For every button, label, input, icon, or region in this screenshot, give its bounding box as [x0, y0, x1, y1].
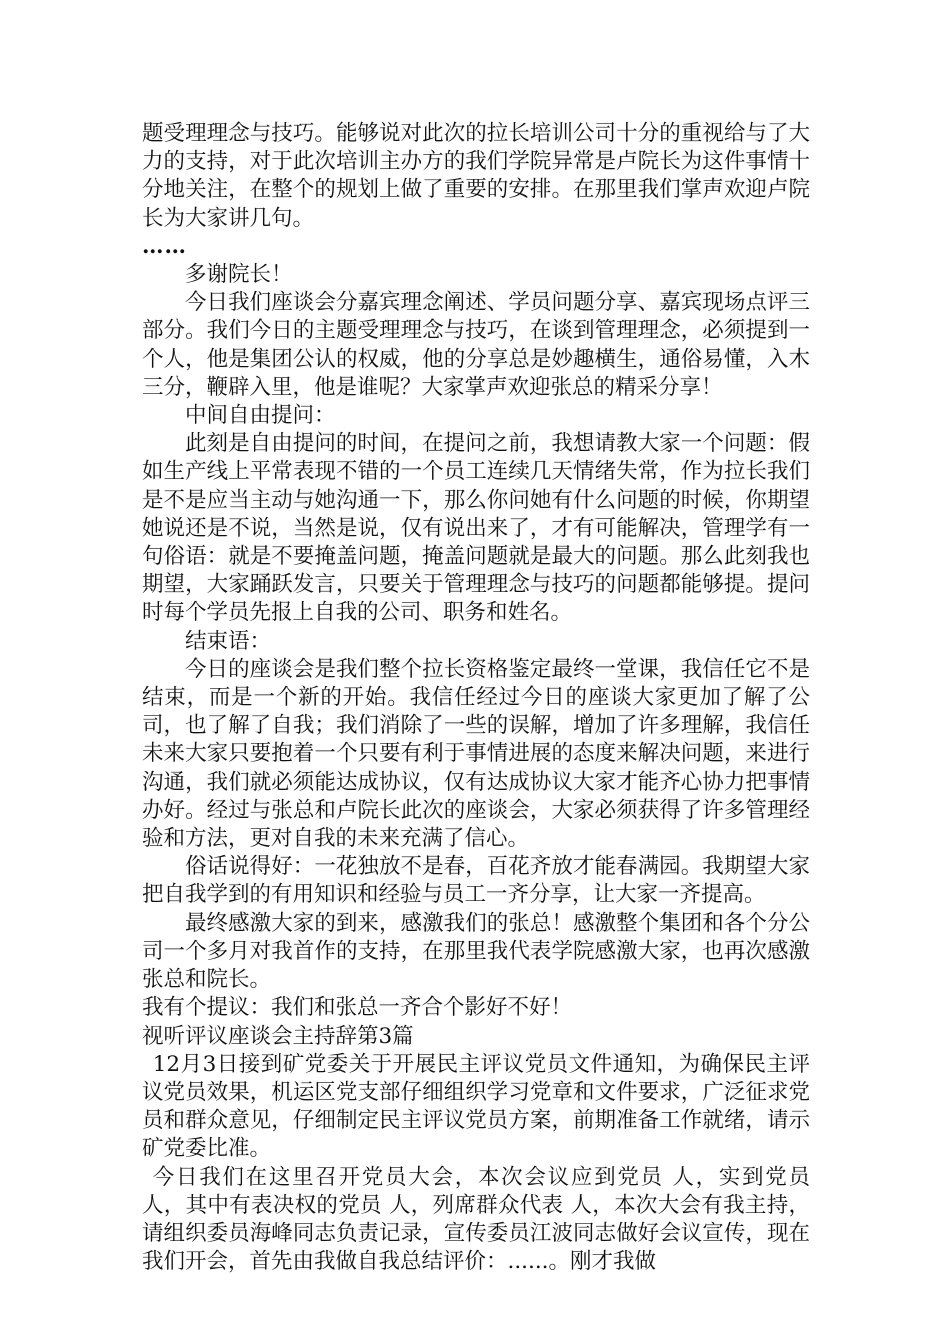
paragraph-forum-agenda: 今日我们座谈会分嘉宾理念阐述、学员问题分享、嘉宾现场点评三部分。我们今日的主题受理理念与技巧，在谈到管理理念，必须提到一个人，他是集团公认的权威，他的分享总是妙趣横生，通俗易懂，入木三分，鞭辟入里，他是谁呢？大家掌声欢迎张总的精采分享！	[142, 290, 810, 400]
paragraph-notice-dec3: 12月3日接到矿党委关于开展民主评议党员文件通知，为确保民主评议党员效果，机运区党支部仔细组织学习党章和文件要求，广泛征求党员和群众意见，仔细制定民主评议党员方案，前期准备工作就绪，请示矿党委比准。	[142, 1051, 810, 1162]
section-heading-closing: 结束语：	[185, 628, 272, 654]
section-heading-free-questions: 中间自由提问：	[185, 403, 336, 429]
paragraph-party-meeting: 今日我们在这里召开党员大会，本次会议应到党员 人，实到党员 人，其中有表决权的党员 人，列席群众代表 人，本次大会有我主持，请组织委员海峰同志负责记录，宣传委员江波同志做好会议宣传，现在我们开会，首先由我做自我总结评价：......。刚才我做	[142, 1164, 810, 1275]
paragraph-thanks-dean: 多谢院长！	[185, 262, 293, 288]
article-title-part-3: 视听评议座谈会主持辞第3篇	[142, 1023, 414, 1049]
paragraph-intro-continuation: 题受理理念与技巧。能够说对此次的拉长培训公司十分的重视给与了大力的支持，对于此次培训主办方的我们学院异常是卢院长为这件事情十分地关注，在整个的规划上做了重要的安排。在那里我们掌声欢迎卢院长为大家讲几句。	[142, 121, 810, 231]
document-page	[142, 120, 810, 1276]
paragraph-free-questions: 此刻是自由提问的时间，在提问之前，我想请教大家一个问题：假如生产线上平常表现不错的一个员工连续几天情绪失常，作为拉长我们是不是应当主动与她沟通一下，那么你问她有什么问题的时候，你期望她说还是不说，当然是说，仅有说出来了，才有可能解决，管理学有一句俗语：就是不要掩盖问题，掩盖问题就是最大的问题。那么此刻我也期望，大家踊跃发言，只要关于管理理念与技巧的问题都能够提。提问时每个学员先报上自我的公司、职务和姓名。	[142, 431, 810, 626]
ellipsis-line: ……	[142, 233, 187, 259]
paragraph-group-photo: 我有个提议：我们和张总一齐合个影好不好！	[142, 995, 573, 1021]
paragraph-thanks-all: 最终感激大家的到来，感激我们的张总！感激整个集团和各个分公司一个多月对我首作的支持，在那里我代表学院感激大家，也再次感激张总和院长。	[142, 910, 810, 993]
paragraph-closing-remarks: 今日的座谈会是我们整个拉长资格鉴定最终一堂课，我信任它不是结束，而是一个新的开始。我信任经过今日的座谈大家更加了解了公司，也了解了自我；我们消除了一些的误解，增加了许多理解，我信任未来大家只要抱着一个只要有利于事情进展的态度来解决问题，来进行沟通，我们就必须能达成协议，仅有达成协议大家才能齐心协力把事情办好。经过与张总和卢院长此次的座谈会，大家必须获得了许多管理经验和方法，更对自我的未来充满了信心。	[142, 656, 810, 852]
paragraph-proverb: 俗话说得好：一花独放不是春，百花齐放才能春满园。我期望大家把自我学到的有用知识和经验与员工一齐分享，让大家一齐提高。	[142, 854, 810, 908]
